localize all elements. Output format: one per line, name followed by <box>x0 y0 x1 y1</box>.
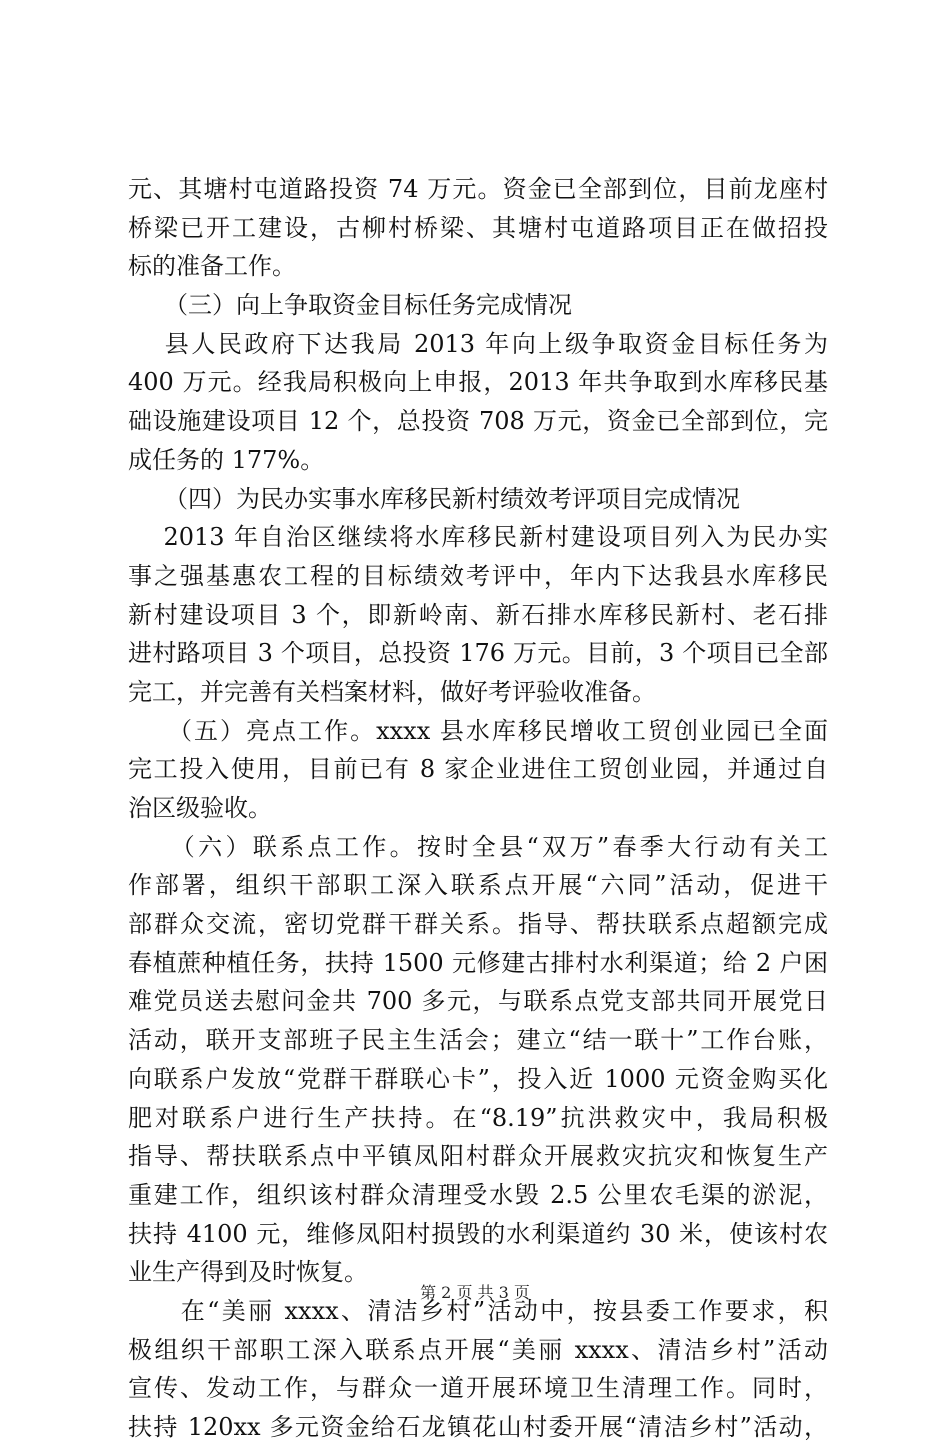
text-line: 扶持 4100 元，维修凤阳村损毁的水利渠道约 30 米，使该村农 <box>128 1219 828 1248</box>
text-line: （五）亮点工作。xxxx 县水库移民增收工贸创业园已全面 <box>128 716 828 745</box>
text-line: 完工投入使用，目前已有 8 家企业进住工贸创业园，并通过自 <box>128 755 828 784</box>
text-line: 扶持 120xx 多元资金给石龙镇花山村委开展“清洁乡村”活动， <box>128 1413 828 1441</box>
text-line: 础设施建设项目 12 个，总投资 708 万元，资金已全部到位，完 <box>128 407 828 436</box>
text-line: 2013 年自治区继续将水库移民新村建设项目列入为民办实 <box>128 523 828 552</box>
text-line: 重建工作，组织该村群众清理受水毁 2.5 公里农毛渠的淤泥， <box>128 1180 828 1209</box>
text-line: 进村路项目 3 个项目，总投资 176 万元。目前，3 个项目已全部 <box>128 639 828 668</box>
text-line: 指导、帮扶联系点中平镇凤阳村群众开展救灾抗灾和恢复生产 <box>128 1142 828 1171</box>
text-line: 宣传、发动工作，与群众一道开展环境卫生清理工作。同时， <box>128 1374 828 1403</box>
text-line: 新村建设项目 3 个，即新岭南、新石排水库移民新村、老石排 <box>128 600 828 629</box>
page-footer: 第 2 页 共 3 页 <box>420 1283 530 1302</box>
text-line: 部群众交流，密切党群干群关系。指导、帮扶联系点超额完成 <box>128 910 828 939</box>
text-line: 桥梁已开工建设，古柳村桥梁、其塘村屯道路项目正在做招投 <box>128 213 828 242</box>
text-line: 治区级验收。 <box>128 794 272 822</box>
text-line: （六）联系点工作。按时全县“双万”春季大行动有关工 <box>128 832 828 861</box>
text-line: （四）为民办实事水库移民新村绩效考评项目完成情况 <box>128 484 740 513</box>
text-line: 肥对联系户进行生产扶持。在“8.19”抗洪救灾中，我局积极 <box>128 1103 828 1132</box>
text-line: 难党员送去慰问金共 700 多元，与联系点党支部共同开展党日 <box>128 987 828 1016</box>
text-line: 春植蔗种植任务，扶持 1500 元修建古排村水利渠道；给 2 户困 <box>128 948 828 977</box>
text-line: 在“美丽 xxxx、清洁乡村”活动中，按县委工作要求，积 <box>128 1296 828 1325</box>
text-line: 活动，联开支部班子民主生活会；建立“结一联十”工作台账， <box>128 1026 828 1055</box>
text-line: 业生产得到及时恢复。 <box>128 1258 368 1287</box>
text-line: 标的准备工作。 <box>128 252 296 281</box>
text-line: 向联系户发放“党群干群联心卡”，投入近 1000 元资金购买化 <box>128 1064 828 1093</box>
text-line: 成任务的 177%。 <box>128 445 325 474</box>
text-line: 元、其塘村屯道路投资 74 万元。资金已全部到位，目前龙座村 <box>128 175 828 203</box>
text-line: 作部署，组织干部职工深入联系点开展“六同”活动，促进干 <box>128 871 828 900</box>
text-line: 完工，并完善有关档案材料，做好考评验收准备。 <box>128 677 656 706</box>
text-line: 400 万元。经我局积极向上申报，2013 年共争取到水库移民基 <box>128 368 828 397</box>
text-line: 极组织干部职工深入联系点开展“美丽 xxxx、清洁乡村”活动 <box>128 1335 828 1364</box>
text-line: 事之强基惠农工程的目标绩效考评中，年内下达我县水库移民 <box>128 561 828 590</box>
document-body <box>128 170 828 1447</box>
text-line: 县人民政府下达我局 2013 年向上级争取资金目标任务为 <box>128 329 828 358</box>
text-line: （三）向上争取资金目标任务完成情况 <box>128 291 572 320</box>
